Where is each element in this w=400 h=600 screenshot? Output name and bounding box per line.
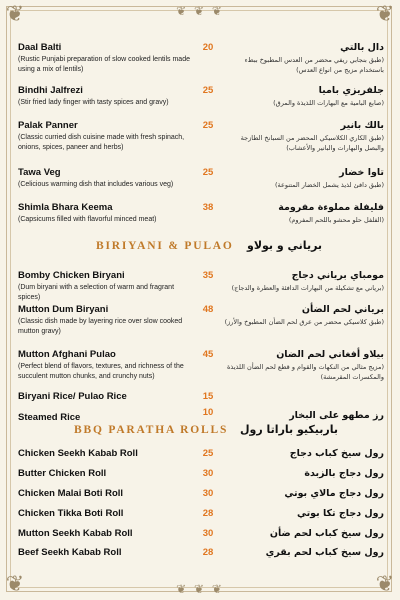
item-price: 25	[202, 448, 214, 459]
item-price: 20	[202, 42, 214, 53]
item-name: Mutton Afghani Pulao	[18, 349, 116, 360]
item-description-arabic: (الفلفل حلو محشو باللحم المفروم)	[288, 216, 384, 224]
item-name-arabic: بيلاو أفغاني لحم الضان	[276, 349, 384, 360]
item-description: (Perfect blend of flavors, textures, and richness of the succulent mutton chunks, and crunchy nuts)	[18, 363, 184, 380]
item-description-arabic: (مزيج مثالي من النكهات والقوام و قطع لحم الضأن اللذيذة والمكسرات المقرمشة)	[227, 363, 384, 381]
item-name-arabic: مومباي برياني دجاج	[291, 270, 384, 281]
corner-ornament-icon: ❦	[375, 572, 395, 597]
item-name: Chicken Seekh Kabab Roll	[18, 448, 138, 459]
item-price: 28	[202, 508, 214, 519]
item-name-arabic: رول سيخ كباب دجاج	[289, 448, 384, 459]
item-price: 35	[202, 270, 214, 281]
item-description: (Capsicums filled with flavorful minced meat)	[18, 216, 157, 223]
section-title-arabic: باربيكيو باراتا رول	[240, 423, 338, 436]
corner-ornament-icon: ❦	[5, 2, 25, 27]
item-description: (Classic dish made by layering rice over slow cooked mutton gravy)	[18, 318, 183, 335]
item-price: 45	[202, 349, 214, 360]
item-name-arabic: دال بالتي	[340, 42, 384, 53]
item-description-arabic: (طبق الكاري الكلاسيكي المحضر من السبانخ الطازجة والبصل والبهارات والبانير والأعشاب)	[240, 134, 384, 152]
item-name-arabic: برياني لحم الضأن	[301, 304, 384, 315]
item-price: 25	[202, 120, 214, 131]
item-name: Chicken Malai Boti Roll	[18, 488, 124, 499]
item-price: 25	[202, 85, 214, 96]
item-name-arabic: جلفريزي باميا	[318, 85, 384, 96]
item-description: (Classic curried dish cuisine made with fresh spinach, onions, spices, paneer and herbs)	[18, 134, 185, 151]
corner-ornament-icon: ❦	[5, 572, 25, 597]
section-header-biryani	[10, 240, 390, 256]
item-name-arabic: فليفلة مملوءة مفرومة	[278, 202, 384, 213]
top-ornament-icon: ❦ ❦ ❦	[176, 4, 224, 18]
item-price: 10	[202, 407, 214, 418]
item-name-arabic: رول دجاج مالاي بوتي	[284, 488, 384, 499]
item-description: (Stir fried lady finger with tasty spices and gravy)	[18, 99, 169, 106]
item-description-arabic: (صابع البامية مع البهارات اللذيذة والمرق)	[273, 99, 384, 107]
item-name: Tawa Veg	[18, 167, 61, 178]
item-name: Bomby Chicken Biryani	[18, 270, 125, 281]
item-name: Mutton Dum Biryani	[18, 304, 109, 315]
section-title-arabic: برياني و بولاو	[247, 239, 323, 252]
item-name: Steamed Rice	[18, 412, 81, 423]
corner-ornament-icon: ❦	[375, 2, 395, 27]
item-name: Daal Balti	[18, 42, 62, 53]
section-title: BIRIYANI & PULAO	[96, 240, 234, 252]
item-price: 38	[202, 202, 214, 213]
item-name-arabic: رول سيخ كباب لحم ضأن	[269, 528, 384, 539]
item-description: (Celicious warming dish that includes various veg)	[18, 181, 174, 188]
item-name: Shimla Bhara Keema	[18, 202, 113, 213]
item-name: Butter Chicken Roll	[18, 468, 107, 479]
item-description-arabic: (طبق بنجابي ريفي محضر من العدس المطبوخ ببطء باستخدام مزيج من انواع العدس)	[244, 56, 384, 74]
item-price: 48	[202, 304, 214, 315]
bottom-ornament-icon: ❦ ❦ ❦	[176, 582, 224, 596]
item-description-arabic: (طبق كلاسيكي محضر من عرق لحم الضأن المطبوخ والأرز)	[224, 318, 384, 326]
item-price: 30	[202, 528, 214, 539]
item-name-arabic: رول سيخ كباب لحم بقري	[265, 547, 384, 558]
item-description-arabic: (برياني مع تشكيلة من البهارات الدافئة والعطرة والدجاج)	[231, 284, 384, 292]
item-price: 30	[202, 488, 214, 499]
item-name: Beef Seekh Kabab Roll	[18, 547, 122, 558]
item-name: Mutton Seekh Kabab Roll	[18, 528, 133, 539]
item-description: (Dum biryani with a selection of warm and fragrant spices)	[18, 284, 175, 301]
item-name-arabic: بالك بانير	[340, 120, 384, 131]
item-name-arabic: رول دجاج بالزبدة	[304, 468, 384, 479]
item-name-arabic: رز مطهو على البخار	[289, 410, 384, 421]
item-name: Biryani Rice/ Pulao Rice	[18, 391, 127, 402]
item-price: 15	[202, 391, 214, 402]
item-price: 30	[202, 468, 214, 479]
item-description: (Rustic Punjabi preparation of slow cooked lentils made using a mix of lentils)	[18, 56, 190, 73]
section-title: BBQ PARATHA ROLLS	[74, 424, 229, 436]
section-header-bbq	[10, 424, 390, 440]
item-price: 25	[202, 167, 214, 178]
item-price: 28	[202, 547, 214, 558]
item-description-arabic: (طبق دافئ لذيذ يشمل الخضار المتنوعة)	[274, 181, 384, 189]
item-name-arabic: رول دجاج تكا بوتي	[296, 508, 384, 519]
item-name: Chicken Tikka Boti Roll	[18, 508, 124, 519]
item-name: Palak Panner	[18, 120, 78, 131]
item-name: Bindhi Jalfrezi	[18, 85, 83, 96]
item-name-arabic: تاوا خضار	[339, 167, 384, 178]
